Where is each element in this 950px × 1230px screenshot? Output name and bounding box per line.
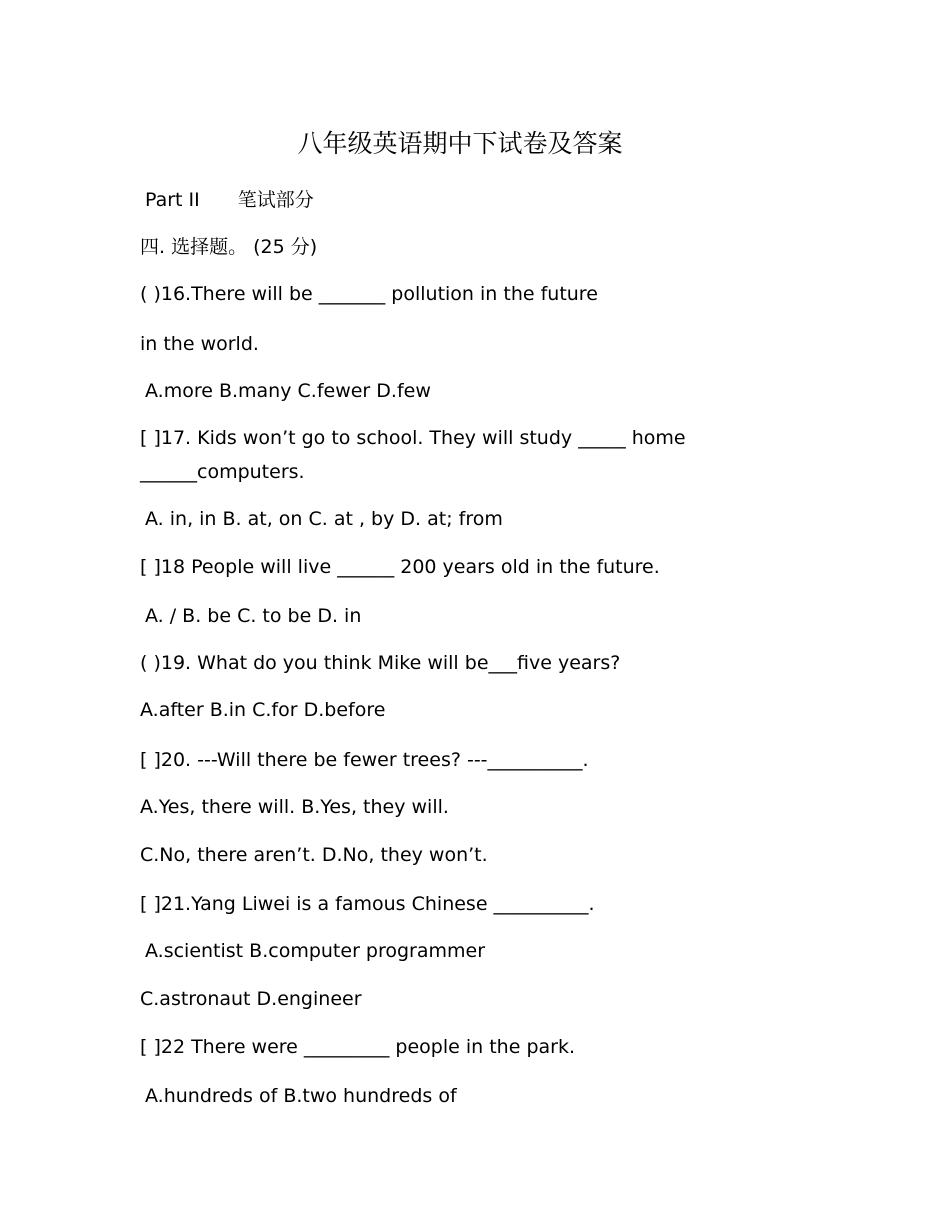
part-name: 笔试部分 [237,189,314,211]
question-22-options: A.hundreds of B.two hundreds of [145,1085,457,1107]
document-title: 八年级英语期中下试卷及答案 [297,129,623,158]
question-17: [ ]17. Kids won’t go to school. They will study _____ home ______computers. [140,427,686,483]
question-16-options: A.more B.many C.fewer D.few [145,380,431,402]
question-20-options-c-d: C.No, there aren’t. D.No, they won’t. [140,844,488,866]
question-20: [ ]20. ---Will there be fewer trees? ---__________. [140,749,589,771]
question-18-options: A. / B. be C. to be D. in [145,605,362,627]
question-21-options-c-d: C.astronaut D.engineer [140,988,362,1010]
question-19-options: A.after B.in C.for D.before [140,699,386,721]
question-19: ( )19. What do you think Mike will be___five years? [140,652,621,674]
question-17-options: A. in, in B. at, on C. at , by D. at; from [145,508,503,530]
question-20-options-a-b: A.Yes, there will. B.Yes, they will. [140,796,449,818]
question-16: ( )16.There will be _______ pollution in the future [140,283,598,305]
part-label: Part II [145,189,200,211]
question-22: [ ]22 There were _________ people in the park. [140,1036,576,1058]
question-21: [ ]21.Yang Liwei is a famous Chinese __________. [140,893,595,915]
question-16-continued: in the world. [140,333,259,355]
section-heading: 四. 选择题。 (25 分) [140,236,318,258]
part-heading [145,188,314,212]
question-21-options-a-b: A.scientist B.computer programmer [145,940,486,962]
question-18: [ ]18 People will live ______ 200 years old in the future. [140,556,660,578]
